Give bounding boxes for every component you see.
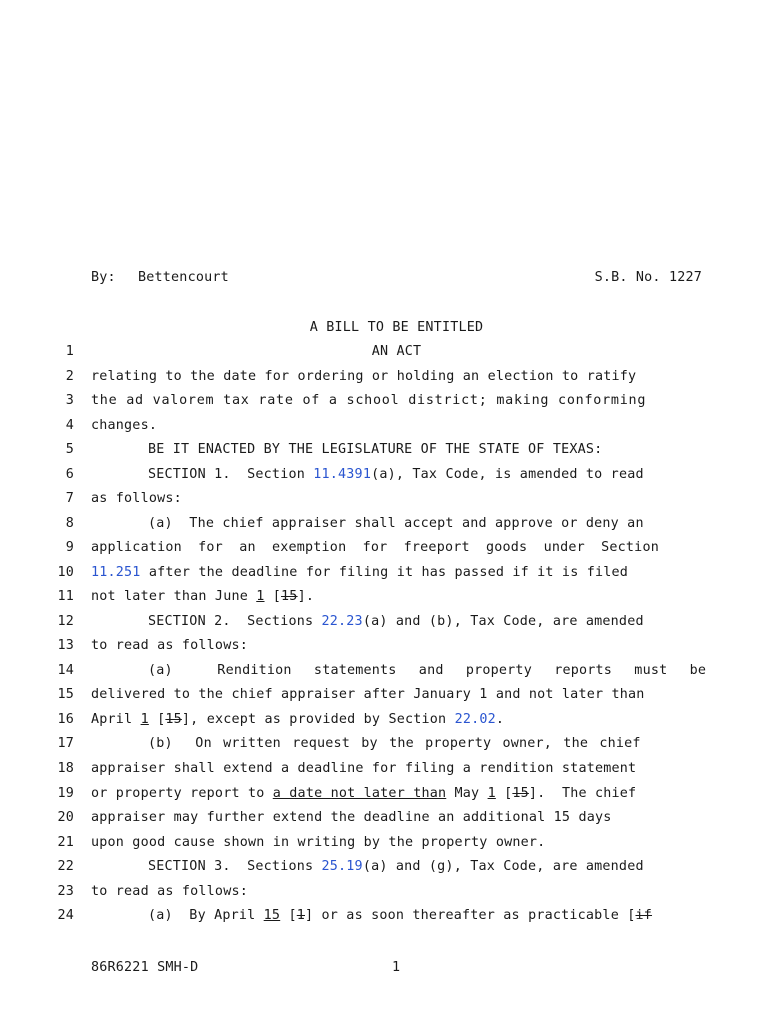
author-name: Bettencourt: [138, 270, 229, 285]
body-line: appraiser may further extend the deadline an additional 15 days: [91, 810, 612, 825]
line-number: 12: [57, 614, 74, 629]
line-number: 13: [57, 638, 74, 653]
deleted-text: 15: [512, 786, 529, 801]
line-number: 14: [57, 663, 74, 678]
line-number: 18: [57, 761, 74, 776]
line-number: 16: [57, 712, 74, 727]
body-line: application for an exemption for freeport goods under Section: [91, 540, 659, 555]
body-line: SECTION 1. Section 11.4391(a), Tax Code, is amended to read: [148, 467, 644, 482]
body-line: not later than June 1 [15].: [91, 589, 315, 604]
body-line: 11.251 after the deadline for filing it has passed if it is filed: [91, 565, 629, 580]
line-number: 5: [65, 442, 74, 457]
inserted-text: 1: [256, 589, 265, 604]
author-label: By:: [91, 270, 116, 285]
line-number: 21: [57, 835, 74, 850]
line-number: 22: [57, 859, 74, 874]
section-link[interactable]: 22.23: [321, 614, 363, 629]
body-line: (b) On written request by the property owner, the chief: [148, 736, 641, 751]
body-line: (a) By April 15 [1] or as soon thereafter as practicable [if: [148, 908, 653, 923]
line-number: 1: [65, 344, 74, 359]
inserted-text: 15: [263, 908, 281, 923]
line-number: 9: [65, 540, 74, 555]
body-line: relating to the date for ordering or holding an election to ratify: [91, 369, 637, 384]
body-line: changes.: [91, 418, 158, 433]
line-number: 4: [65, 418, 74, 433]
document-code: 86R6221 SMH-D: [91, 960, 199, 975]
section-link[interactable]: 25.19: [321, 859, 363, 874]
line-number: 7: [65, 491, 74, 506]
line-number: 11: [57, 589, 74, 604]
section-link[interactable]: 22.02: [454, 712, 496, 727]
line-number: 20: [57, 810, 74, 825]
section-link[interactable]: 11.4391: [313, 467, 372, 482]
line-number: 24: [57, 908, 74, 923]
bill-number: S.B. No. 1227: [594, 270, 702, 285]
section-link[interactable]: 11.251: [91, 565, 141, 580]
body-line: or property report to a date not later than May 1 [15]. The chief: [91, 786, 637, 801]
inserted-text: 1: [487, 786, 496, 801]
body-line: upon good cause shown in writing by the property owner.: [91, 835, 546, 850]
body-line: to read as follows:: [91, 884, 248, 899]
deleted-text: if: [635, 908, 653, 923]
line-number: 10: [57, 565, 74, 580]
body-line: SECTION 2. Sections 22.23(a) and (b), Tax Code, are amended: [148, 614, 644, 629]
body-line: the ad valorem tax rate of a school district; making conforming: [91, 393, 647, 408]
deleted-text: 1: [296, 908, 305, 923]
inserted-text: a date not later than: [272, 786, 447, 801]
line-number: 19: [57, 786, 74, 801]
inserted-text: 1: [140, 712, 149, 727]
body-line: (a) Rendition statements and property reports must be: [148, 663, 707, 678]
deleted-text: 15: [165, 712, 182, 727]
body-line: BE IT ENACTED BY THE LEGISLATURE OF THE STATE OF TEXAS:: [148, 442, 603, 457]
act-heading: AN ACT: [371, 344, 422, 359]
body-line: delivered to the chief appraiser after January 1 and not later than: [91, 687, 645, 702]
line-number: 15: [57, 687, 74, 702]
body-line: to read as follows:: [91, 638, 248, 653]
line-number: 3: [65, 393, 74, 408]
deleted-text: 15: [281, 589, 298, 604]
body-line: as follows:: [91, 491, 182, 506]
body-line: appraiser shall extend a deadline for filing a rendition statement: [91, 761, 637, 776]
line-number: 6: [65, 467, 74, 482]
line-number: 17: [57, 736, 74, 751]
line-number: 23: [57, 884, 74, 899]
bill-title-heading: A BILL TO BE ENTITLED: [309, 320, 484, 335]
body-line: April 1 [15], except as provided by Section 22.02.: [91, 712, 505, 727]
line-number: 8: [65, 516, 74, 531]
page-number: 1: [392, 960, 401, 975]
body-line: (a) The chief appraiser shall accept and approve or deny an: [148, 516, 644, 531]
line-number: 2: [65, 369, 74, 384]
body-line: SECTION 3. Sections 25.19(a) and (g), Tax Code, are amended: [148, 859, 644, 874]
